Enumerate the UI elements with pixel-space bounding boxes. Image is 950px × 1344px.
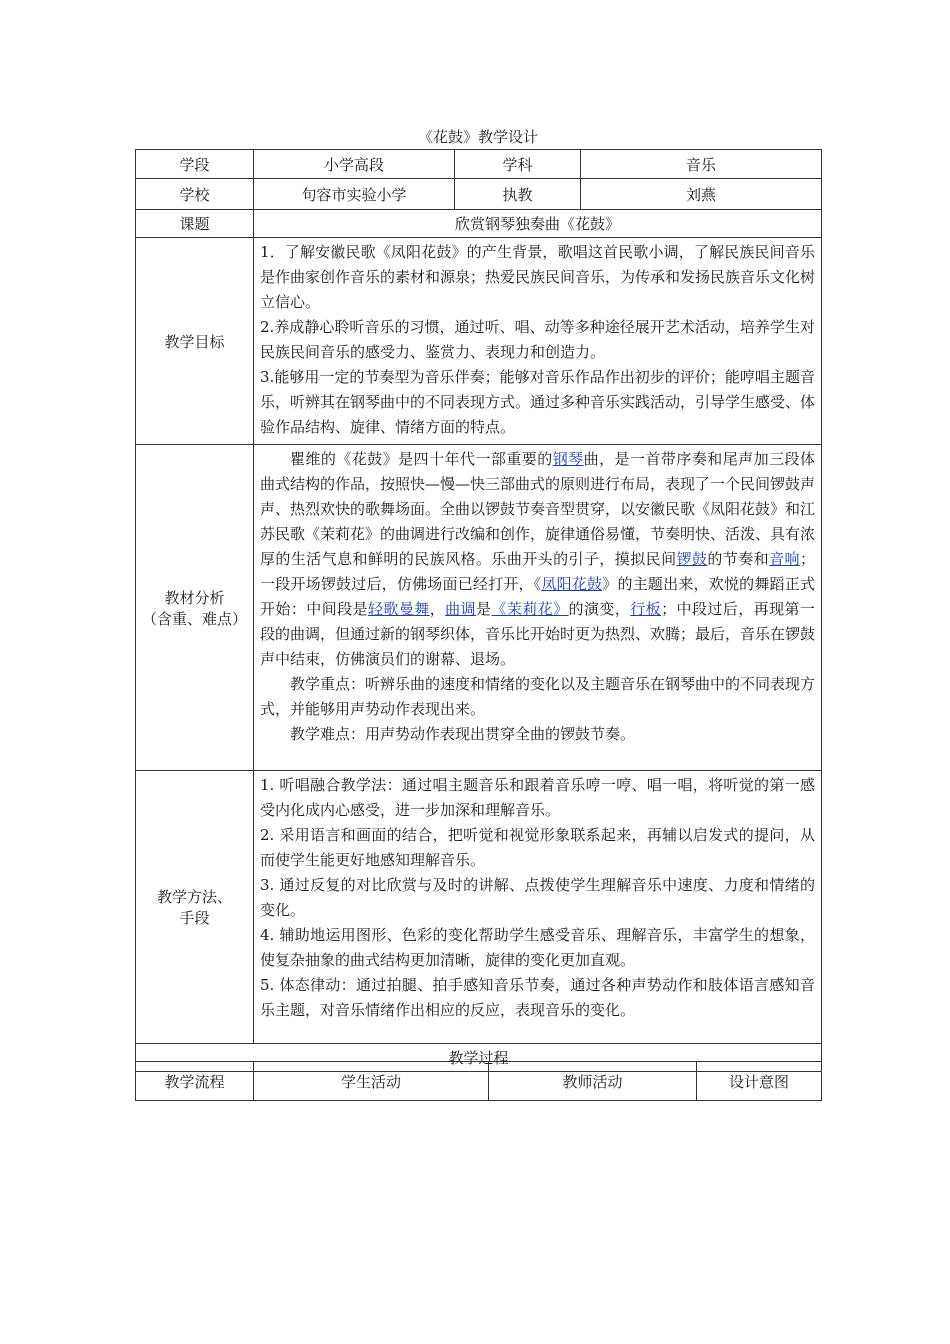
process-header-flow: 教学流程 <box>136 1062 254 1101</box>
process-header-teacher: 教师活动 <box>489 1062 697 1101</box>
analysis-text: ；中段过后，再现第一段的曲调，但通过新的钢琴织体，音乐比开始时更为热烈、欢腾；最后，音乐在锣鼓声中结束，仿佛演员们的谢幕、退场。 <box>260 600 816 668</box>
info-row-topic <box>136 210 822 238</box>
methods-row <box>136 771 822 1044</box>
goal-item: 2.养成静心聆听音乐的习惯，通过听、唱、动等多种途径展开艺术活动，培养学生对民族民间音乐的感受力、鉴赏力、表现力和创造力。 <box>260 318 815 361</box>
analysis-label <box>136 445 254 771</box>
subject-value: 音乐 <box>581 150 822 179</box>
process-title: 教学过程 <box>136 1044 822 1072</box>
goals-content <box>254 238 822 445</box>
analysis-text: 瞿维的《花鼓》是四十年代一部重要的 <box>290 450 553 468</box>
topic-value: 欣赏钢琴独奏曲《花鼓》 <box>254 210 822 238</box>
method-item: 5. 体态律动：通过拍腿、拍手感知音乐节奏，通过各种声势动作和肢体语言感知音乐主题，对音乐情绪作出相应的反应，表现音乐的变化。 <box>260 976 815 1019</box>
analysis-paragraph <box>260 447 815 672</box>
piano-link[interactable]: 钢琴 <box>552 450 584 468</box>
methods-label-line2: 手段 <box>179 909 210 927</box>
methods-label-line1: 教学方法、 <box>156 888 232 906</box>
analysis-content <box>254 445 822 771</box>
jasmine-flower-link[interactable]: 《茉莉花》 <box>491 600 569 618</box>
light-song-dance-link[interactable]: 轻歌曼舞 <box>367 600 430 618</box>
document-title: 《花鼓》教学设计 <box>417 128 538 146</box>
analysis-text: 的演变， <box>568 600 631 618</box>
teacher-label: 执教 <box>455 179 581 210</box>
difficulty-point: 教学难点：用声势动作表现出贯穿全曲的锣鼓节奏。 <box>290 725 636 743</box>
analysis-text: 曲，是一首带序奏和尾声加三段体曲式结构的作品，按照快—慢—快三部曲式的原则进行布局，表现了一个民间锣鼓声声、热烈欢快的歌舞场面。全曲以锣鼓节奏音型贯穿，以安徽民歌《凤阳花鼓》和江苏民歌《茉莉花》的曲调进行改编和创作，旋律通俗易懂，节奏明快、活泼、具有浓厚的生活气息和鲜明的民族风格。乐曲开头的引子，摸拟民间 <box>260 450 816 568</box>
methods-content <box>254 771 822 1044</box>
info-row-stage <box>136 150 822 179</box>
lesson-info-table <box>135 149 822 1072</box>
method-item: 4. 辅助地运用图形、色彩的变化帮助学生感受音乐、理解音乐，丰富学生的想象，使复杂抽象的曲式结构更加清晰，旋律的变化更加直观。 <box>260 926 815 969</box>
analysis-text: ；一段开场锣鼓过后，仿佛场面已经打开，《 <box>260 550 815 593</box>
stage-label: 学段 <box>136 150 254 179</box>
method-item: 3. 通过反复的对比欣赏与及时的讲解、点拨使学生理解音乐中速度、力度和情绪的变化。 <box>260 876 815 919</box>
andante-link[interactable]: 行板 <box>630 600 662 618</box>
analysis-row <box>136 445 822 771</box>
analysis-text: ， <box>429 600 446 618</box>
melody-link[interactable]: 曲调 <box>445 600 476 618</box>
topic-label: 课题 <box>136 210 254 238</box>
subject-label: 学科 <box>455 150 581 179</box>
analysis-label-line2: （含重、难点） <box>142 609 248 628</box>
goal-item: 3.能够用一定的节奏型为音乐伴奏；能够对音乐作品作出初步的评价；能哼唱主题音乐，听辨其在钢琴曲中的不同表现方式。通过多种音乐实践活动，引导学生感受、体验作品结构、旋律、情绪方面的特点。 <box>260 368 816 436</box>
teacher-value: 刘燕 <box>581 179 822 210</box>
stage-value: 小学高段 <box>254 150 455 179</box>
process-header-intent: 设计意图 <box>697 1062 822 1101</box>
gong-drum-link[interactable]: 锣鼓 <box>676 550 708 568</box>
school-label: 学校 <box>136 179 254 210</box>
key-point: 教学重点：听辨乐曲的速度和情绪的变化以及主题音乐在钢琴曲中的不同表现方式，并能够用声势动作表现出来。 <box>260 675 816 718</box>
school-value: 句容市实验小学 <box>254 179 455 210</box>
fengyang-huagu-link[interactable]: 凤阳花鼓 <box>541 575 603 593</box>
sound-link[interactable]: 音响 <box>769 550 800 568</box>
process-header-student: 学生活动 <box>254 1062 489 1101</box>
goal-item: 1．了解安徽民歌《凤阳花鼓》的产生背景，歌唱这首民歌小调，了解民族民间音乐是作曲家创作音乐的素材和源泉；热爱民族民间音乐，为传承和发扬民族音乐文化树立信心。 <box>260 243 816 311</box>
info-row-school <box>136 179 822 210</box>
methods-label <box>136 771 254 1044</box>
method-item: 1. 听唱融合教学法：通过唱主题音乐和跟着音乐哼一哼、唱一唱，将听觉的第一感受内化成内心感受，进一步加深和理解音乐。 <box>260 776 815 819</box>
method-item: 2. 采用语言和画面的结合，把听觉和视觉形象联系起来，再辅以启发式的提问，从而使学生能更好地感知理解音乐。 <box>260 826 815 869</box>
goals-row <box>136 238 822 445</box>
analysis-label-line1: 教材分析 <box>164 588 225 607</box>
analysis-text: 是 <box>475 600 492 618</box>
process-header-table <box>135 1061 822 1101</box>
goals-label: 教学目标 <box>136 238 254 445</box>
analysis-text: 》的主题出来，欢悦的舞蹈正式开始：中间段是 <box>260 575 815 618</box>
process-header-row <box>136 1062 822 1101</box>
analysis-text: 的节奏和 <box>707 550 770 568</box>
